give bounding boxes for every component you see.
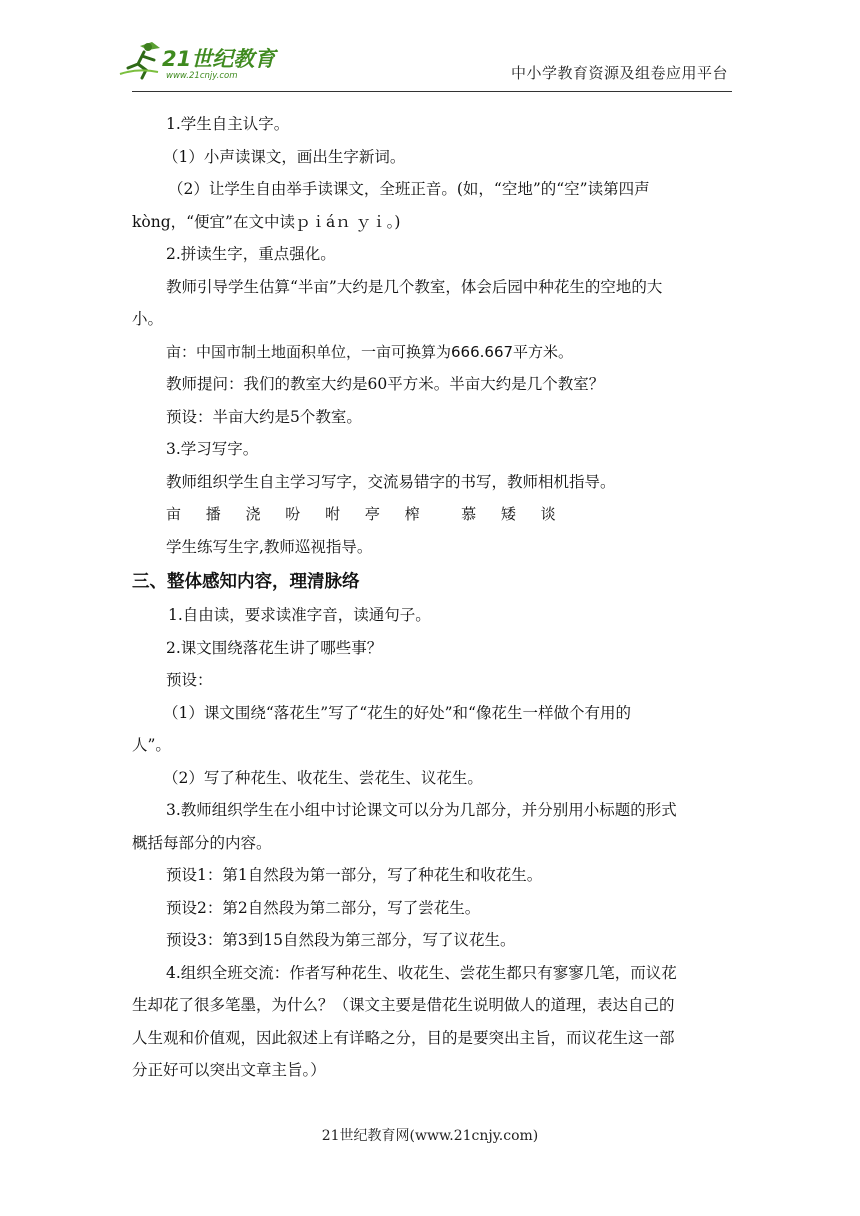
logo-url: www.21cnjy.com: [166, 71, 238, 81]
para-3: （2）让学生自由举手读课文，全班正音。(如，“空地”的“空”读第四声: [168, 180, 650, 198]
para-6-note: 亩：中国市制土地面积单位，一亩可换算为666.667平方米。: [166, 342, 574, 361]
para-20: 预设3：第3到15自然段为第三部分，写了议花生。: [166, 931, 516, 949]
para-17: 3.教师组织学生在小组中讨论课文可以分为几部分，并分别用小标题的形式: [166, 801, 677, 819]
para-1: 1.学生自主认字。: [166, 115, 290, 133]
section-heading-3: 三、整体感知内容，理清脉络: [132, 572, 360, 592]
header-platform-title: 中小学教育资源及组卷应用平台: [510, 64, 728, 82]
runner-icon: [120, 42, 160, 78]
para-5-cont: 小。: [132, 310, 164, 328]
logo-text: 21世纪教育: [162, 47, 276, 71]
para-19: 预设2：第2自然段为第二部分，写了尝花生。: [166, 898, 481, 917]
para-4: 2.拼读生字，重点强化。: [166, 245, 336, 263]
para-15: （1）课文围绕“落花生”写了“花生的好处”和“像花生一样做个有用的: [163, 703, 631, 722]
para-17-cont: 概括每部分的内容。: [132, 833, 272, 852]
para-2: （1）小声读课文，画出生字新词。: [163, 147, 406, 166]
para-13: 2.课文围绕落花生讲了哪些事？: [166, 638, 383, 657]
header-divider: [132, 91, 732, 92]
para-3-cont: kòng，“便宜”在文中读ｐｉáｎ ｙｉ。): [132, 212, 401, 231]
para-21-cont-1: 生却花了很多笔墨，为什么？（课文主要是借花生说明做人的道理，表达自己的: [132, 996, 675, 1014]
document-body: [132, 108, 732, 1087]
logo: [118, 38, 288, 84]
page-header: [0, 0, 860, 96]
para-10: 教师组织学生自主学习写字，交流易错字的书写，教师相机指导。: [166, 472, 616, 491]
character-list: 亩 播 浇 吩 咐 亭 榨 慕 矮 谈: [166, 505, 564, 523]
para-21: 4.组织全班交流：作者写种花生、收花生、尝花生都只有寥寥几笔，而议花: [166, 963, 677, 982]
para-7: 教师提问：我们的教室大约是60平方米。半亩大约是几个教室？: [166, 375, 605, 393]
page-footer: 21世纪教育网(www.21cnjy.com): [321, 1128, 539, 1144]
para-9: 3.学习写字。: [166, 440, 259, 458]
para-14: 预设：: [166, 671, 213, 689]
para-11: 学生练写生字,教师巡视指导。: [166, 537, 373, 556]
para-12: 1.自由读，要求读准字音，读通句子。: [168, 606, 431, 624]
para-21-cont-3: 分正好可以突出文章主旨。）: [132, 1061, 326, 1079]
para-5: 教师引导学生估算“半亩”大约是几个教室，体会后园中种花生的空地的大: [166, 277, 663, 296]
para-18: 预设1：第1自然段为第一部分，写了种花生和收花生。: [166, 866, 543, 884]
para-15-cont: 人”。: [132, 736, 171, 754]
para-21-cont-2: 人生观和价值观，因此叙述上有详略之分，目的是要突出主旨，而议花生这一部: [132, 1028, 675, 1047]
para-8: 预设：半亩大约是5个教室。: [166, 407, 362, 426]
para-16: （2）写了种花生、收花生、尝花生、议花生。: [163, 768, 483, 787]
